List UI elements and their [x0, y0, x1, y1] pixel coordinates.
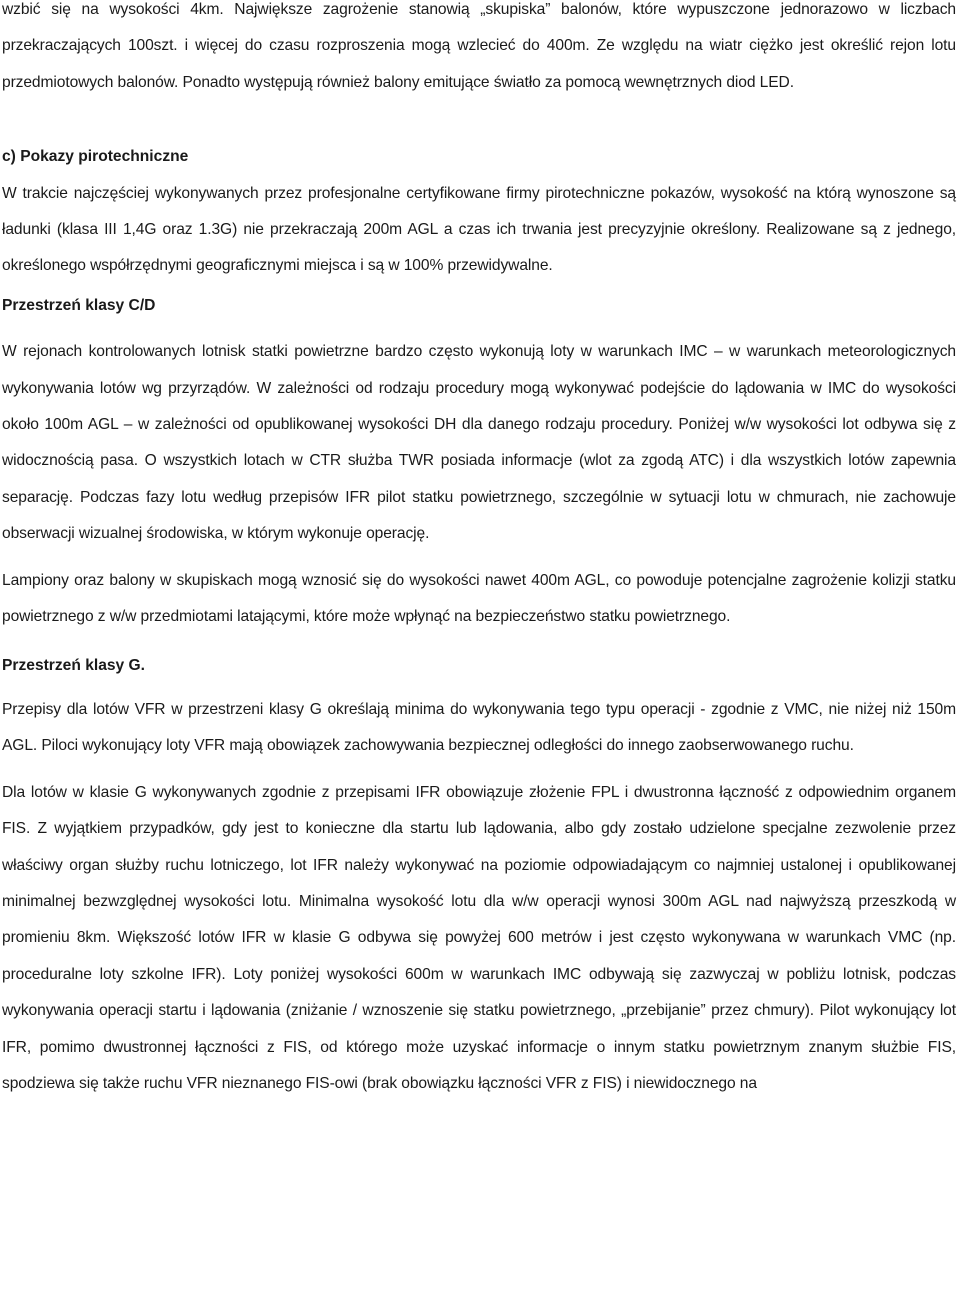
- class-cd-heading: Przestrzeń klasy C/D: [2, 296, 156, 314]
- document-page: [2, 0, 956, 1102]
- section-c-paragraph: W trakcie najczęściej wykonywanych przez profesjonalne certyfikowane firmy pirotechniczne pokazów, wysokość na którą wynoszone są ładunki (klasa III 1,4G oraz 1.3G) nie przekraczają 200m AGL a czas ich trwania jest precyzyjnie określony. Realizowane są z jednego, określonego współrzędnymi geograficznymi miejsca i są w 100% przewidywalne.: [2, 184, 956, 275]
- section-c-heading: c) Pokazy pirotechniczne: [2, 148, 189, 166]
- class-g-paragraph-2: Dla lotów w klasie G wykonywanych zgodnie z przepisami IFR obowiązuje złożenie FPL i dwustronna łączność z odpowiednim organem FIS. Z wyjątkiem przypadków, gdy jest to konieczne dla startu lub lądowania, albo gdy zostało udzielone specjalne zezwolenie przez właściwy organ służby ruchu lotniczego, lot IFR należy wykonywać na poziomie odpowiadającym co najmniej ustalonej i opublikowanej minimalnej bezwzględnej wysokości lotu. Minimalna wysokość lotu dla w/w operacji wynosi 300m AGL nad najwyższą przeszkodą w promieniu 8km. Większość lotów IFR w klasie G odbywa się powyżej 600 metrów i jest często wykonywana w warunkach VMC (np. proceduralne loty szkolne IFR). Loty poniżej wysokości 600m w warunkach IMC odbywają się zazwyczaj w pobliżu lotnisk, podczas wykonywania operacji startu i lądowania (zniżanie / wznoszenie się statku powietrznego, „przebijanie” przez chmury). Pilot wykonujący lot IFR, pomimo dwustronnej łączności z FIS, od którego może uzyskać informacje o innym statku powietrznym znanym służbie FIS, spodziewa się także ruchu VFR nieznanego FIS-owi (brak obowiązku łączności VFR z FIS) i niewidocznego na: [2, 783, 956, 1092]
- class-g-heading: Przestrzeń klasy G.: [2, 656, 146, 674]
- intro-paragraph: wzbić się na wysokości 4km. Największe zagrożenie stanowią „skupiska” balonów, które wypuszczone jednorazowo w liczbach przekraczających 100szt. i więcej do czasu rozproszenia mogą wzlecieć do 400m. Ze względu na wiatr ciężko jest określić rejon lotu przedmiotowych balonów. Ponadto występują również balony emitujące światło za pomocą wewnętrznych diod LED.: [2, 1, 956, 91]
- lampions-paragraph: Lampiony oraz balony w skupiskach mogą wznosić się do wysokości nawet 400m AGL, co powoduje potencjalne zagrożenie kolizji statku powietrznego z w/w przedmiotami latającymi, które może wpłynąć na bezpieczeństwo statku powietrznego.: [2, 571, 956, 626]
- class-g-paragraph-1: Przepisy dla lotów VFR w przestrzeni klasy G określają minima do wykonywania tego typu operacji - zgodnie z VMC, nie niżej niż 150m AGL. Piloci wykonujący loty VFR mają obowiązek zachowywania bezpiecznej odległości do innego zaobserwowanego ruchu.: [2, 700, 956, 755]
- class-cd-paragraph: W rejonach kontrolowanych lotnisk statki powietrzne bardzo często wykonują loty w warunkach IMC – w warunkach meteorologicznych wykonywania lotów wg przyrządów. W zależności od rodzaju procedury mogą wykonywać podejście do lądowania w IMC do wysokości około 100m AGL – w zależności od opublikowanej wysokości DH dla danego rodzaju procedury. Poniżej w/w wysokości lot odbywa się z widocznością pasa. O wszystkich lotach w CTR służba TWR posiada informacje (wlot za zgodą ATC) i dla wszystkich lotów zapewnia separację. Podczas fazy lotu według przepisów IFR pilot statku powietrznego, szczególnie w sytuacji lotu w chmurach, nie zachowuje obserwacji wizualnej środowiska, w którym wykonuje operację.: [2, 343, 956, 543]
